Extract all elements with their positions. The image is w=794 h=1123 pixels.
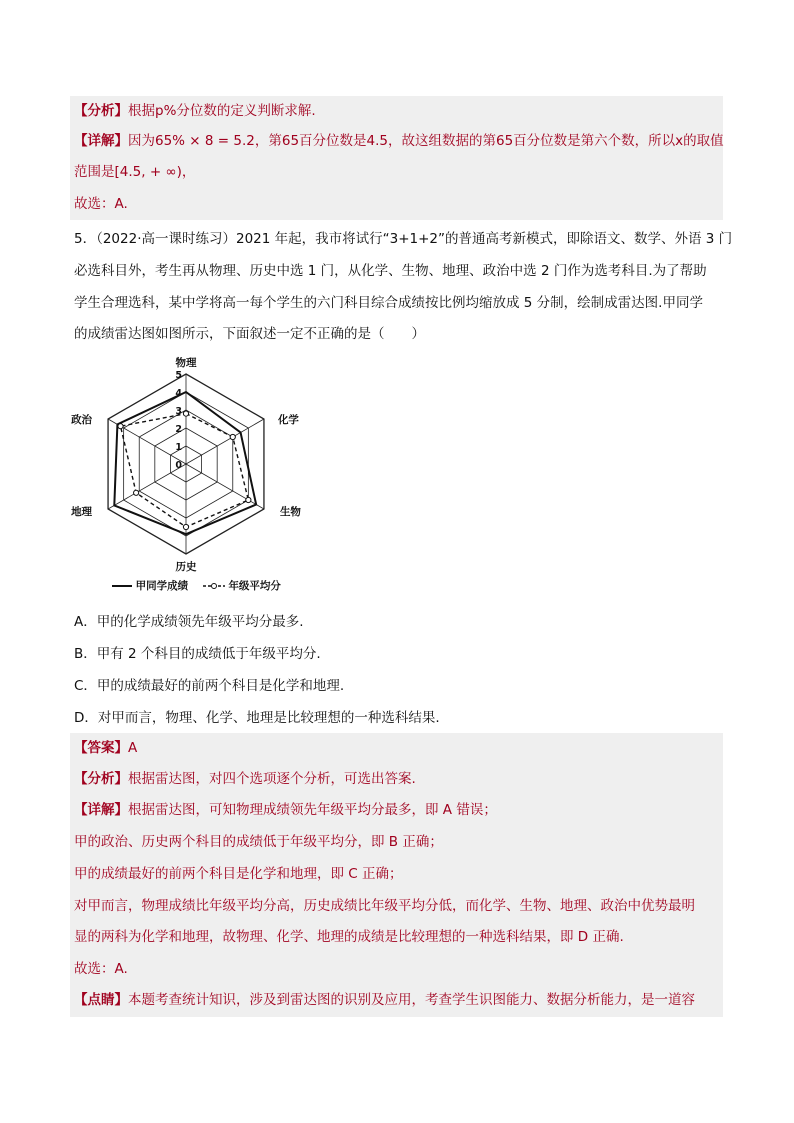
question-line-2: 必选科目外，考生再从物理、历史中选 1 门，从化学、生物、地理、政治中选 2 门作为选考科目.为了帮助 [74, 263, 707, 279]
tick-label-1: 1 [175, 442, 182, 453]
detail-text-1: 因为65% × 8 = 5.2，第65百分位数是4.5，故这组数据的第65百分位数是第六个数，所以x的取值 [128, 133, 724, 149]
series-1-point-5 [118, 424, 123, 429]
detail-2-text-2: 甲的政治、历史两个科目的成绩低于年级平均分，即 B 正确； [74, 834, 443, 850]
answer-tag: 【答案】 [74, 740, 128, 756]
detail-tag-2: 【详解】 [74, 802, 128, 818]
detail-2-text-4: 对甲而言，物理成绩比年级平均分高，历史成绩比年级平均分低，而化学、生物、地理、政治中优势最明 [74, 898, 695, 914]
analysis-line-2 [74, 769, 722, 789]
detail-line [74, 131, 722, 151]
series-1-point-3 [183, 524, 188, 529]
question-line-1: 5．（2022·高一课时练习）2021 年起，我市将试行“3+1+2”的普通高考新模式，即除语文、数学、外语 3 门 [74, 231, 733, 247]
comment-line [74, 990, 722, 1010]
option-d: D．对甲而言，物理、化学、地理是比较理想的一种选科结果. [74, 710, 440, 726]
option-c: C．甲的成绩最好的前两个科目是化学和地理. [74, 678, 345, 694]
chart-legend [112, 578, 281, 593]
answer-value: A [128, 740, 138, 756]
grid-spoke-4 [108, 464, 186, 509]
analysis-tag: 【分析】 [74, 103, 128, 119]
detail-tag: 【详解】 [74, 133, 128, 149]
tick-label-0: 0 [175, 460, 182, 471]
detail-2-text-3: 甲的成绩最好的前两个科目是化学和地理，即 C 正确； [74, 866, 403, 882]
axis-label-3: 历史 [175, 561, 197, 573]
series-1-point-1 [230, 434, 235, 439]
analysis-text: 根据p%分位数的定义判断求解. [128, 103, 316, 119]
tick-label-5: 5 [175, 370, 182, 381]
axis-label-0: 物理 [175, 357, 197, 369]
analysis-text-2: 根据雷达图，对四个选项逐个分析，可选出答案. [128, 771, 416, 787]
legend-series-2: 年级平均分 [228, 580, 281, 592]
option-b: B．甲有 2 个科目的成绩低于年级平均分. [74, 646, 321, 662]
analysis-line [74, 101, 722, 121]
axis-label-1: 化学 [277, 414, 299, 426]
axis-label-4: 地理 [71, 506, 93, 518]
series-1-point-4 [134, 490, 139, 495]
detail-2-text-5: 显的两科为化学和地理，故物理、化学、地理的成绩是比较理想的一种选科结果，即 D 正确. [74, 929, 624, 945]
question-line-3: 学生合理选科，某中学将高一每个学生的六门科目综合成绩按比例均缩放成 5 分制，绘制成雷达图.甲同学 [74, 295, 703, 311]
grid-spoke-1 [186, 419, 264, 464]
comment-text: 本题考查统计知识，涉及到雷达图的识别及应用，考查学生识图能力、数据分析能力，是一道容 [128, 992, 695, 1008]
tick-label-4: 4 [175, 388, 182, 399]
option-a: A．甲的化学成绩领先年级平均分最多. [74, 614, 304, 630]
detail-2-text-1: 根据雷达图，可知物理成绩领先年级平均分最多，即 A 错误； [128, 802, 497, 818]
legend-solid-swatch [112, 582, 132, 590]
analysis-tag-2: 【分析】 [74, 771, 128, 787]
axis-label-5: 政治 [71, 414, 93, 426]
radar-chart [71, 352, 301, 602]
legend-series-1: 甲同学成绩 [135, 580, 189, 592]
axis-label-2: 生物 [279, 506, 301, 518]
tick-label-3: 3 [175, 406, 182, 417]
series-1-point-2 [246, 497, 251, 502]
answer-line [74, 738, 722, 758]
question-line-4: 的成绩雷达图如图所示，下面叙述一定不正确的是（ ） [74, 326, 425, 342]
detail-line-2 [74, 800, 722, 820]
comment-tag: 【点睛】 [74, 992, 128, 1008]
legend-dashed-swatch [203, 582, 225, 590]
radar-tick-labels [175, 370, 182, 471]
detail-text-2: 范围是[4.5, + ∞)， [74, 164, 196, 180]
series-1-line [121, 414, 249, 527]
choose-text-1: 故选：A. [74, 196, 128, 212]
series-1-point-0 [183, 411, 188, 416]
tick-label-2: 2 [175, 424, 182, 435]
choose-text-2: 故选：A. [74, 961, 128, 977]
